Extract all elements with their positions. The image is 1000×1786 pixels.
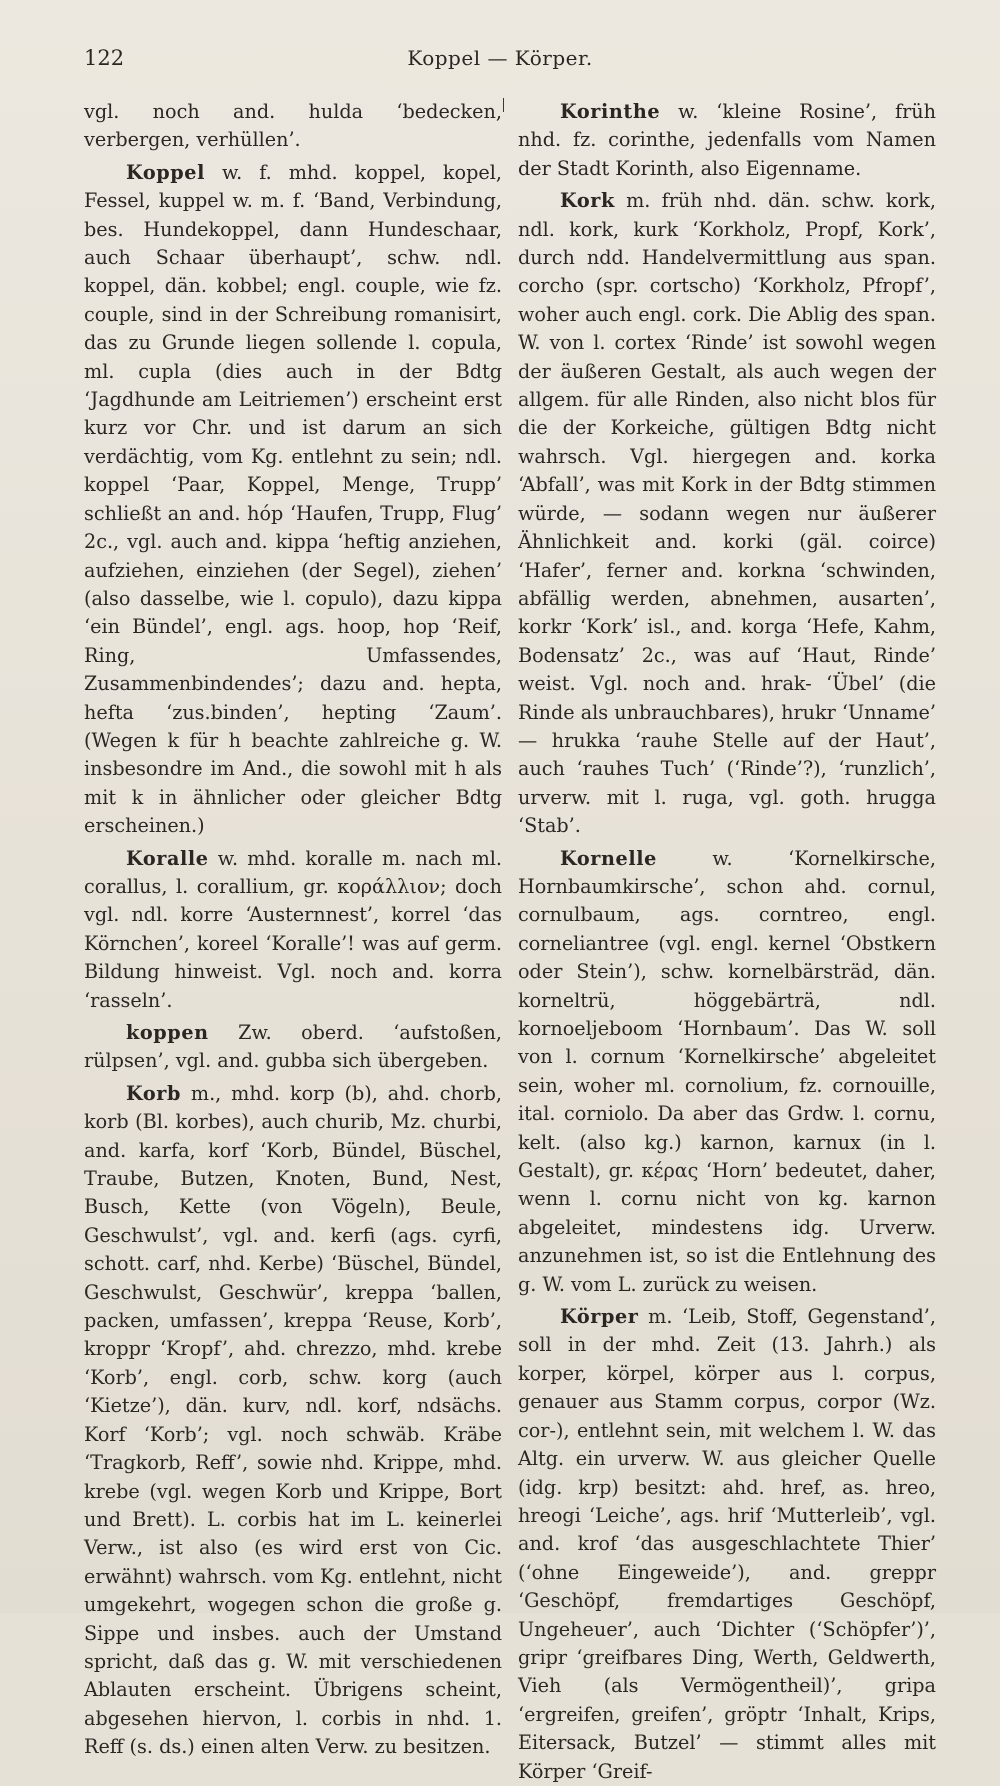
entry-lemma: Koppel (126, 160, 205, 184)
entry-kork (518, 187, 936, 840)
entry-lemma: Körper (560, 1305, 639, 1329)
entry-lemma: Korb (126, 1081, 181, 1105)
entry-text: w. mhd. koralle m. nach ml. corallus, l. corallium, gr. κοράλλιον; doch vgl. ndl. korre ‘Austernnest’, korrel ‘das Körnchen’, koreel ‘Koralle’! was auf germ. Bildung hinweist. Vgl. noch and. korra ‘rasseln’. (84, 846, 502, 1012)
entry-text: m. ‘Leib, Stoff, Gegenstand’, soll in der mhd. Zeit (13. Jahrh.) als korper, körpel, körper aus l. corpus, genauer aus Stamm corpus, corpor (Wz. cor-), entlehnt sein, mit welchem l. W. das Altg. ein urverw. W. aus gleicher Quelle (idg. krp) besitzt: ahd. href, as. hreo, hreogi ‘Leiche’, ags. hrif ‘Mutterleib’, vgl. and. krof ‘das ausgeschlachtete Thier’ (‘ohne Eingeweide’), and. greppr ‘Geschöpf, fremdartiges Geschöpf, Ungeheuer’, auch ‘Dichter (‘Schöpfer’)’, gripr ‘greifbares Ding, Werth, Geldwerth, Vieh (als Vermögentheil)’, gripa ‘ergreifen, greifen’, gröptr ‘Inhalt, Krips, Eitersack, Butzel’ — stimmt alles mit Körper ‘Greif- (518, 1305, 936, 1783)
entry-text: w. f. mhd. koppel, kopel, Fessel, kuppel w. m. f. ‘Band, Verbindung, bes. Hundekoppel, dann Hundeschaar, auch Schaar überhaupt’, schw. ndl. koppel, dän. kobbel; engl. couple, wie fz. couple, sind in der Schreibung romanisirt, das zu Grunde liegen sollende l. copula, ml. cupla (dies auch in der Bdtg ‘Jagdhunde am Leitriemen’) erscheint erst kurz vor Chr. und ist darum an sich verdächtig, vom Kg. entlehnt zu sein; ndl. koppel ‘Paar, Koppel, Menge, Trupp’ schließt an and. hóp ‘Haufen, Trupp, Flug’ 2c., vgl. auch and. kippa ‘heftig anziehen, aufziehen, einziehen (der Segel), ziehen’ (also dasselbe, wie l. copulo), dazu kippa ‘ein Bündel’, engl. ags. hoop, hop ‘Reif, Ring, Umfassendes, Zusammenbindendes’; dazu and. hepta, hefta ‘zus.binden’, hepting ‘Zaum’. (Wegen k für h beachte zahlreiche g. W. insbesondre im And., die sowohl mit h als mit k in ähnlicher oder gleicher Bdtg erscheinen.) (84, 160, 502, 838)
entry-kornelle (518, 845, 936, 1300)
entry-koerper (518, 1303, 936, 1786)
entry-lemma: Korinthe (560, 100, 661, 123)
entry-korinthe (518, 98, 936, 183)
entry-koppen (84, 1019, 502, 1076)
running-head: Koppel — Körper. (407, 46, 593, 70)
entry-text: w. ‘Kornelkirsche, Hornbaumkirsche’, schon ahd. cornul, cornulbaum, ags. corntreo, engl. corneliantree (vgl. engl. kernel ‘Obstkern oder Stein’), schw. kornelbärsträd, dän. korneltrü, höggebärträ, ndl. kornoeljeboom ‘Hornbaum’. Das W. soll von l. cornum ‘Kornelkirsche’ abgeleitet sein, woher ml. cornolium, fz. cornouille, ital. corniolo. Da aber das Grdw. l. cornu, kelt. (also kg.) karnon, karnux (in l. Gestalt), gr. κέρας ‘Horn’ bedeutet, daher, wenn l. cornu nicht von kg. karnon abgeleitet, mindestens idg. Urverw. anzunehmen ist, so ist die Entlehnung des g. W. vom L. zurück zu weisen. (518, 846, 936, 1296)
entry-text: vgl. noch and. hulda ‘bedecken, verbergen, verhüllen’. (84, 100, 502, 152)
page-number: 122 (84, 46, 125, 70)
column-rule (503, 98, 504, 112)
entry-lemma: koppen (126, 1021, 209, 1044)
right-column (518, 98, 936, 1786)
entry-text: Zw. oberd. ‘aufstoßen, rülpsen’, vgl. and. gubba sich übergeben. (84, 1021, 502, 1073)
entry-text: w. ‘kleine Rosine’, früh nhd. fz. corinthe, jedenfalls vom Namen der Stadt Korinth, also Eigenname. (518, 100, 936, 180)
entry-lemma: Koralle (126, 846, 209, 870)
entry-lemma: Kork (560, 189, 615, 213)
entry-lemma: Kornelle (560, 846, 657, 870)
entry-text: m. früh nhd. dän. schw. kork, ndl. kork, kurk ‘Korkholz, Propf, Kork’, durch ndd. Handelvermittlung aus span. corcho (spr. cortscho) ‘Korkholz, Pfropf’, woher auch engl. cork. Die Ablig des span. W. von l. cortex ‘Rinde’ ist sowohl wegen der äußeren Gestalt, als auch wegen der allgem. für alle Rinden, also nicht blos für die der Korkeiche, gültigen Bdtg nicht wahrsch. Vgl. hiergegen and. korka ‘Abfall’, was mit Kork in der Bdtg stimmen würde, — sodann wegen nur äußerer Ähnlichkeit and. korki (gäl. coirce) ‘Hafer’, ferner and. korkna ‘schwinden, abfällig werden, abnehmen, ausarten’, korkr ‘Kork’ isl., and. korga ‘Hefe, Kahm, Bodensatz’ 2c., was auf ‘Haut, Rinde’ weist. Vgl. noch and. hrak- ‘Übel’ (die Rinde als unbrauchbares), hrukr ‘Unname’ — hrukka ‘rauhe Stelle auf der Haut’, auch ‘rauhes Tuch’ (‘Rinde’?), ‘runzlich’, urverw. mit l. ruga, vgl. goth. hrugga ‘Stab’. (518, 189, 936, 838)
entry-continuation (84, 98, 502, 155)
entry-text: m., mhd. korp (b), ahd. chorb, korb (Bl. korbes), auch churib, Mz. churbi, and. karfa, korf ‘Korb, Bündel, Büschel, Traube, Butzen, Knoten, Bund, Nest, Busch, Kette (von Vögeln), Beule, Geschwulst’, vgl. and. kerfi (ags. cyrfi, schott. carf, nhd. Kerbe) ‘Büschel, Bündel, Geschwulst, Geschwür’, kreppa ‘ballen, packen, umfassen’, kreppa ‘Reuse, Korb’, kroppr ‘Kropf’, ahd. chrezzo, mhd. krebe ‘Korb’, engl. corb, schw. korg (auch ‘Kietze’), dän. kurv, ndl. korf, ndsächs. Korf ‘Korb’; vgl. noch schwäb. Kräbe ‘Tragkorb, Reff’, sowie nhd. Krippe, mhd. krebe (vgl. wegen Korb und Krippe, Bort und Brett). L. corbis hat im L. keinerlei Verw., ist also (es wird erst von Cic. erwähnt) wahrsch. vom Kg. entlehnt, nicht umgekehrt, wogegen schon die große g. Sippe und insbes. auch der Umstand spricht, daß das g. W. mit verschiedenen Ablauten erscheint. Übrigens scheint, abgesehen hiervon, l. corbis in nhd. 1. Reff (s. ds.) einen alten Verw. zu besitzen. (84, 1081, 502, 1759)
entry-koralle (84, 845, 502, 1015)
entry-korb (84, 1080, 502, 1762)
left-column (84, 98, 502, 1762)
page-header (84, 46, 916, 82)
entry-koppel (84, 159, 502, 841)
